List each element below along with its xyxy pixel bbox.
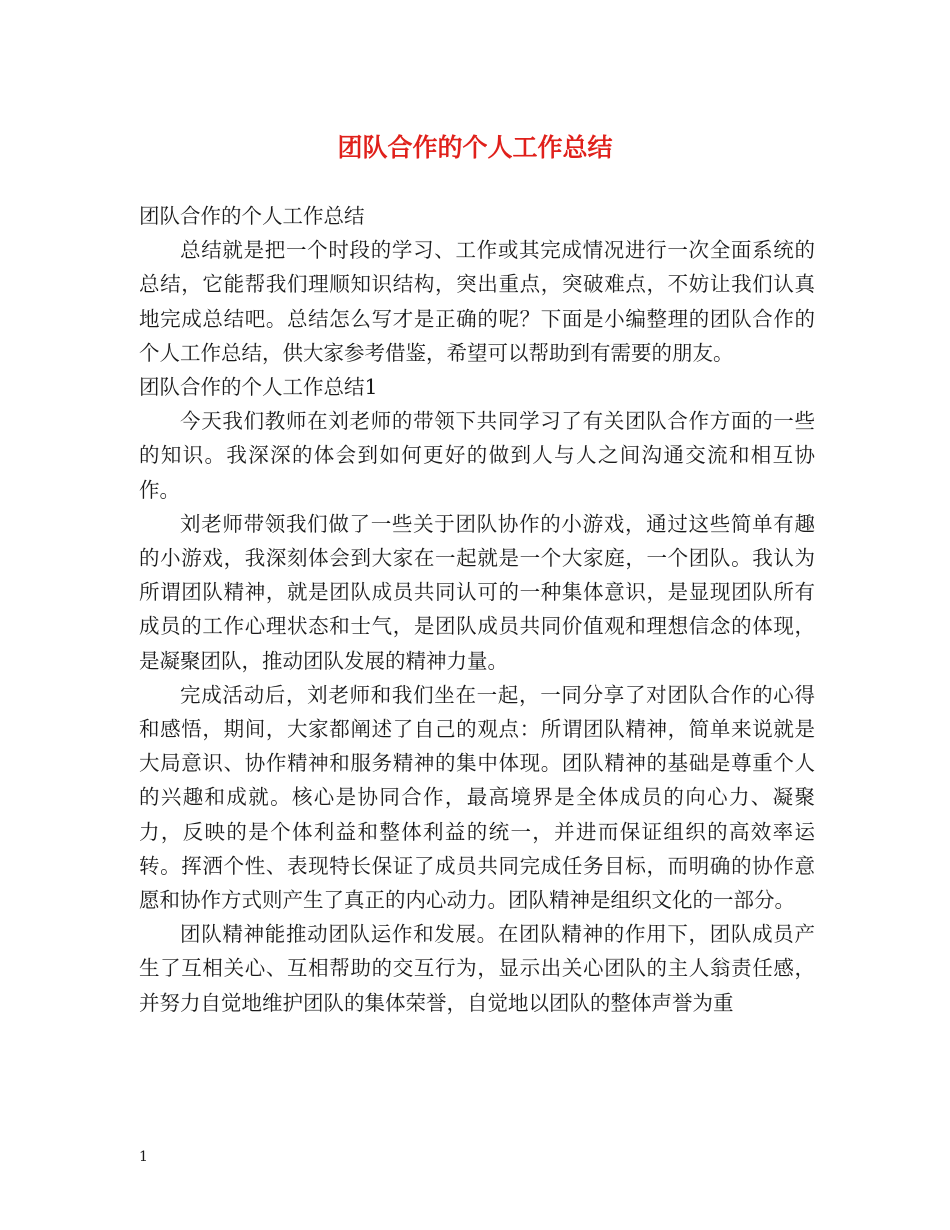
document-title: 团队合作的个人工作总结 xyxy=(337,133,613,162)
body-paragraph: 今天我们教师在刘老师的带领下共同学习了有关团队合作方面的一些的知识。我深深的体会到如何更好的做到人与人之间沟通交流和相互协作。 xyxy=(139,409,815,502)
body-paragraph: 刘老师带领我们做了一些关于团队协作的小游戏，通过这些简单有趣的小游戏，我深刻体会到大家在一起就是一个大家庭，一个团队。我认为所谓团队精神，就是团队成员共同认可的一种集体意识，是显现团队所有成员的工作心理状态和士气，是团队成员共同价值观和理想信念的体现，是凝聚团队，推动团队发展的精神力量。 xyxy=(139,511,815,673)
document-body xyxy=(139,199,815,1020)
document-subtitle: 团队合作的个人工作总结 xyxy=(139,204,365,228)
intro-paragraph: 总结就是把一个时段的学习、工作或其完成情况进行一次全面系统的总结，它能帮我们理顺知识结构，突出重点，突破难点，不妨让我们认真地完成总结吧。总结怎么写才是正确的呢？下面是小编整理的团队合作的个人工作总结，供大家参考借鉴，希望可以帮助到有需要的朋友。 xyxy=(139,238,815,365)
body-paragraph: 团队精神能推动团队运作和发展。在团队精神的作用下，团队成员产生了互相关心、互相帮助的交互行为，显示出关心团队的主人翁责任感，并努力自觉地维护团队的集体荣誉，自觉地以团队的整体声誉为重 xyxy=(139,922,815,1015)
page-number: 1 xyxy=(139,1149,148,1165)
section-heading: 团队合作的个人工作总结1 xyxy=(139,375,378,400)
body-paragraph: 完成活动后，刘老师和我们坐在一起，一同分享了对团队合作的心得和感悟，期间，大家都阐述了自己的观点：所谓团队精神，简单来说就是大局意识、协作精神和服务精神的集中体现。团队精神的基础是尊重个人的兴趣和成就。核心是协同合作，最高境界是全体成员的向心力、凝聚力，反映的是个体利益和整体利益的统一，并进而保证组织的高效率运转。挥洒个性、表现特长保证了成员共同完成任务目标，而明确的协作意愿和协作方式则产生了真正的内心动力。团队精神是组织文化的一部分。 xyxy=(139,682,815,913)
